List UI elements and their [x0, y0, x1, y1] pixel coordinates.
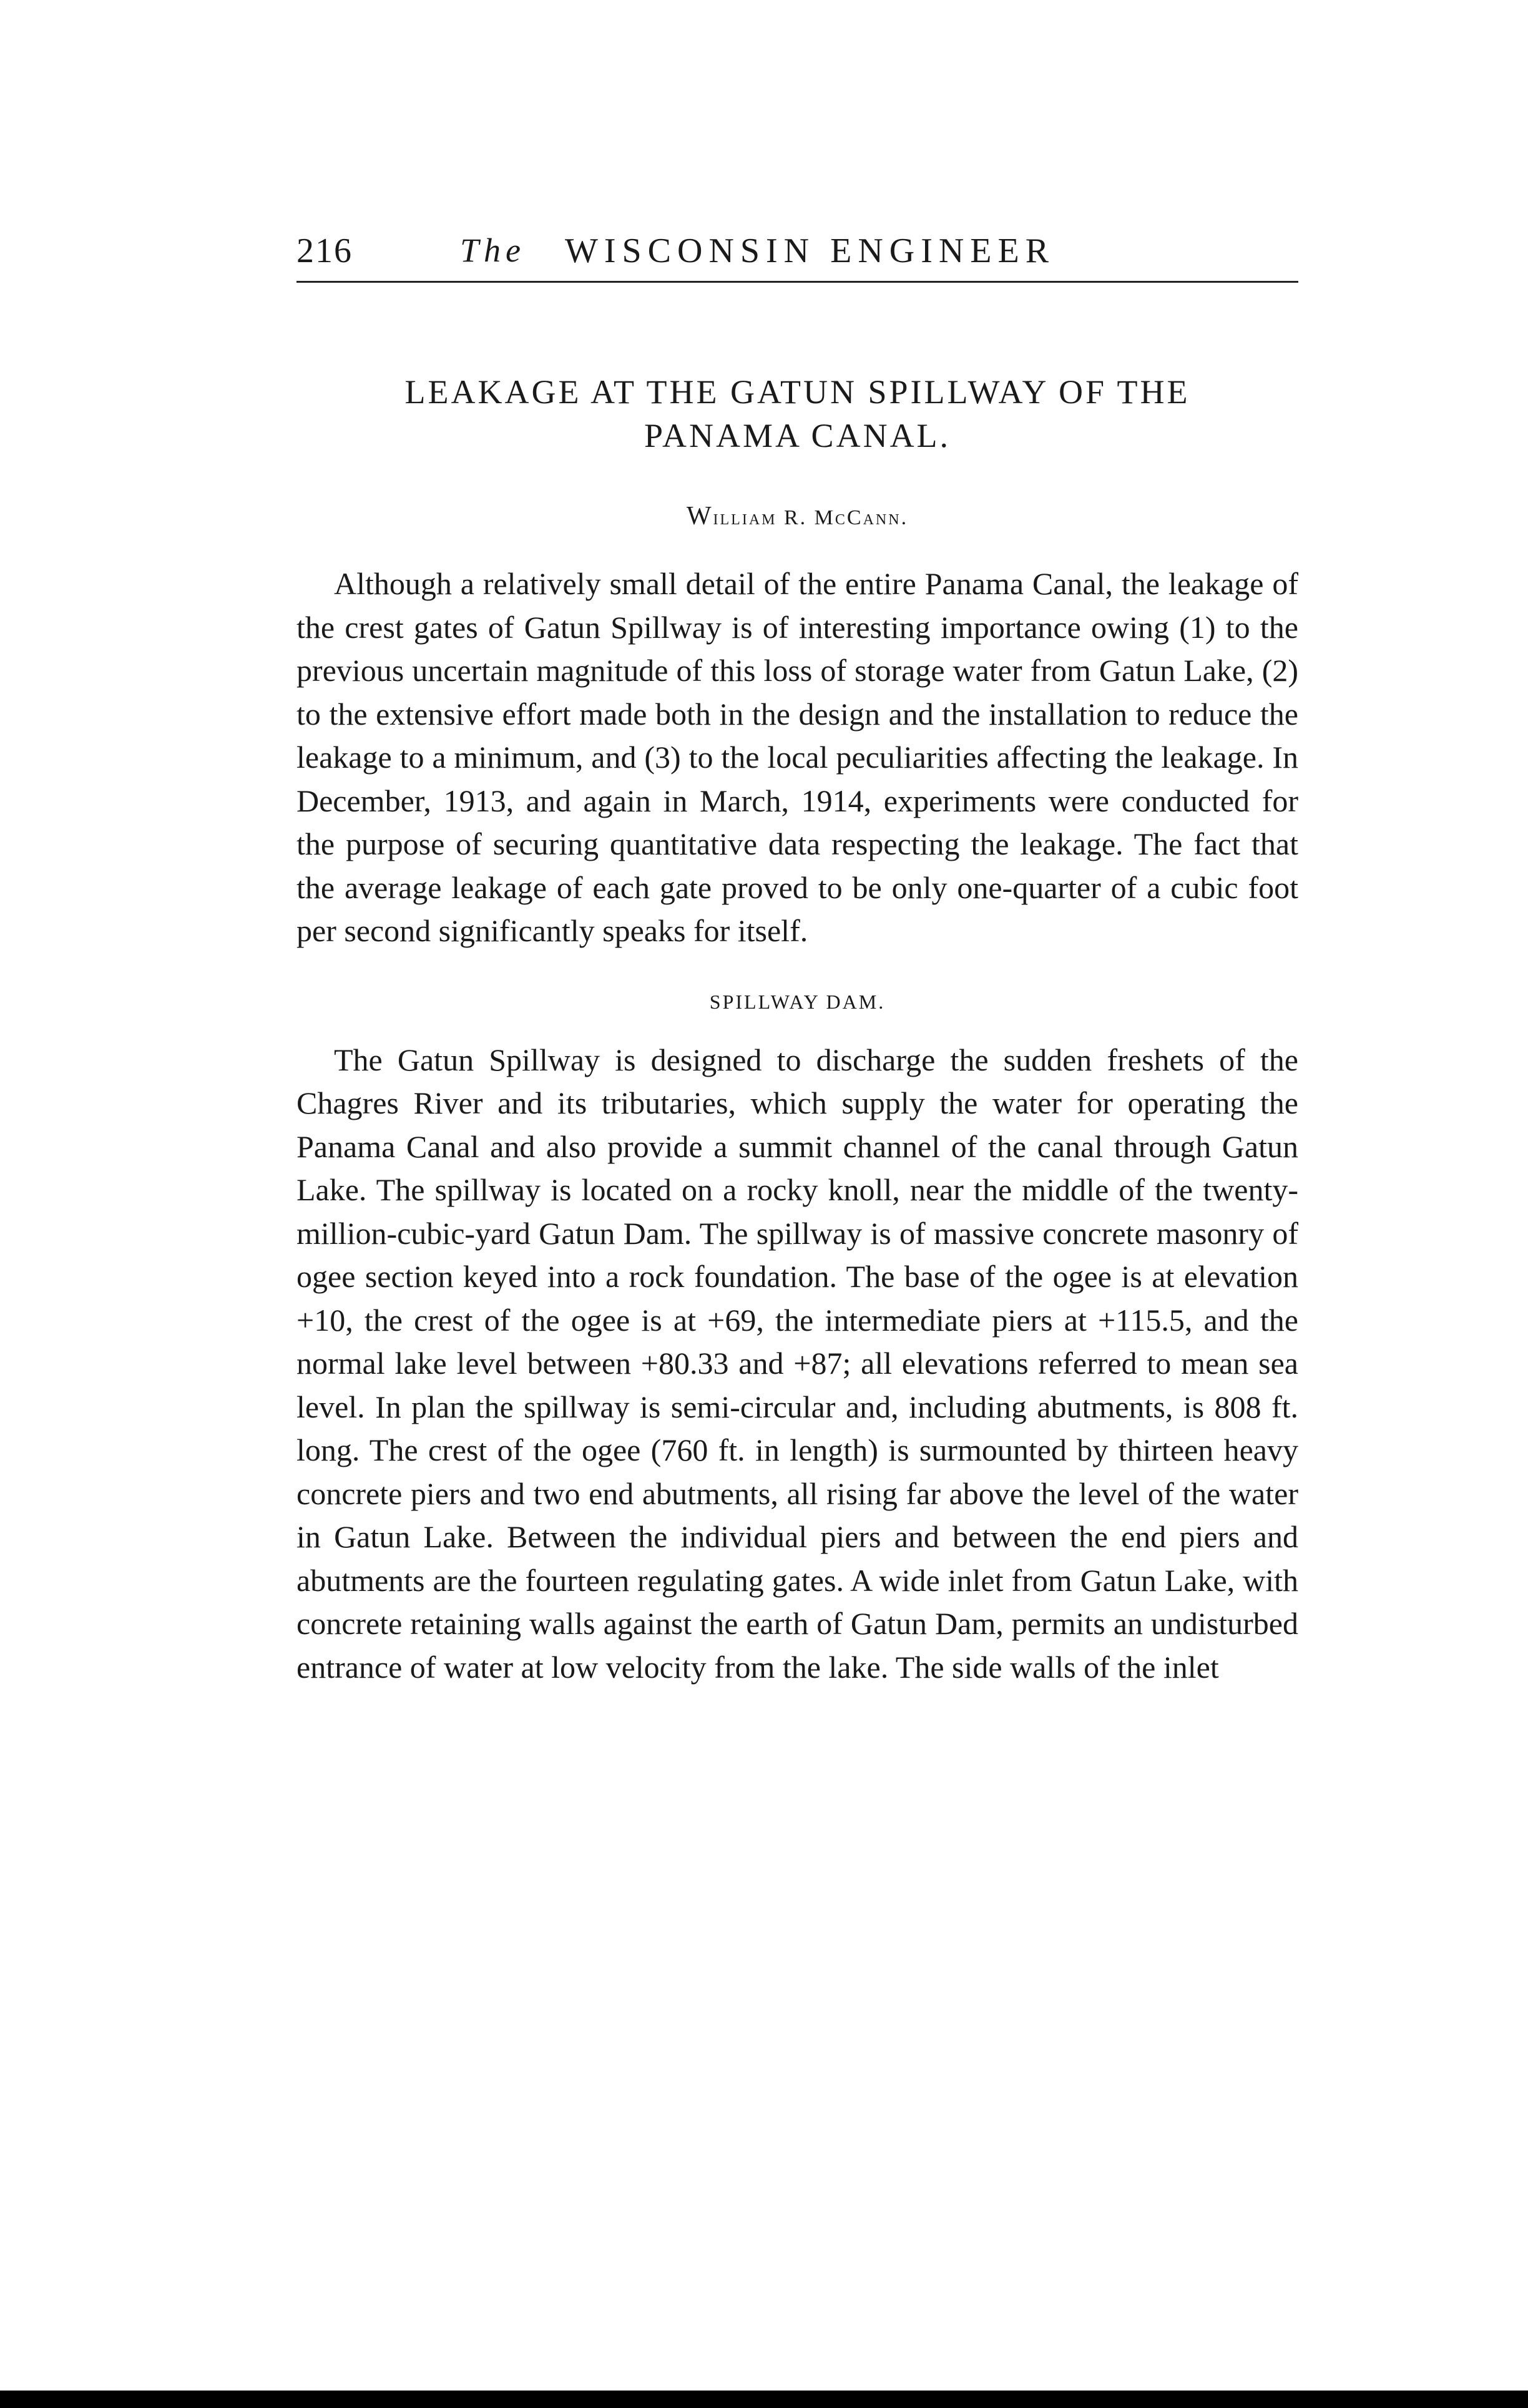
section-heading: SPILLWAY DAM. [709, 990, 886, 1013]
article-title: LEAKAGE AT THE GATUN SPILLWAY OF THE PANAMA CANAL. [404, 373, 1190, 454]
scan-edge-bar [0, 2391, 1528, 2408]
running-head [296, 225, 1298, 283]
section-paragraph: The Gatun Spillway is designed to discharge the sudden freshets of the Chagres River and its tributaries, which supply the water for operating the Panama Canal and also provide a summit channel of the canal through Gatun Lake. The spillway is located on a rocky knoll, near the middle of the twenty-million-cubic-yard Gatun Dam. The spillway is of massive concrete masonry of ogee section keyed into a rock foundation. The base of the ogee is at elevation +10, the crest of the ogee is at +69, the intermediate piers at +115.5, and the normal lake level between +80.33 and +87; all elevations referred to mean sea level. In plan the spillway is semi-circular and, including abutments, is 808 ft. long. The crest of the ogee (760 ft. in length) is surmounted by thirteen heavy concrete piers and two end abutments, all rising far above the level of the water in Gatun Lake. Between the individual piers and between the end piers and abutments are the fourteen regulating gates. A wide inlet from Gatun Lake, with concrete retaining walls against the earth of Gatun Dam, permits an undisturbed entrance of water at low velocity from the lake. The side walls of the inlet [296, 1042, 1298, 1685]
journal-title: WISCONSIN ENGINEER [565, 232, 1055, 270]
journal-title-article: The [460, 232, 526, 269]
article-author: William R. McCann. [686, 502, 909, 531]
document-page [296, 225, 1298, 1689]
page-number: 216 [296, 232, 353, 270]
intro-paragraph: Although a relatively small detail of the entire Panama Canal, the leakage of the crest gates of Gatun Spillway is of interesting importance owing (1) to the previous uncertain magnitude of this loss of storage water from Gatun Lake, (2) to the extensive effort made both in the design and the installation to reduce the leakage to a minimum, and (3) to the local peculiarities affecting the leakage. In December, 1913, and again in March, 1914, experiments were conducted for the purpose of securing quantitative data respecting the leakage. The fact that the average leakage of each gate proved to be only one-quarter of a cubic foot per second significantly speaks for itself. [296, 566, 1298, 948]
